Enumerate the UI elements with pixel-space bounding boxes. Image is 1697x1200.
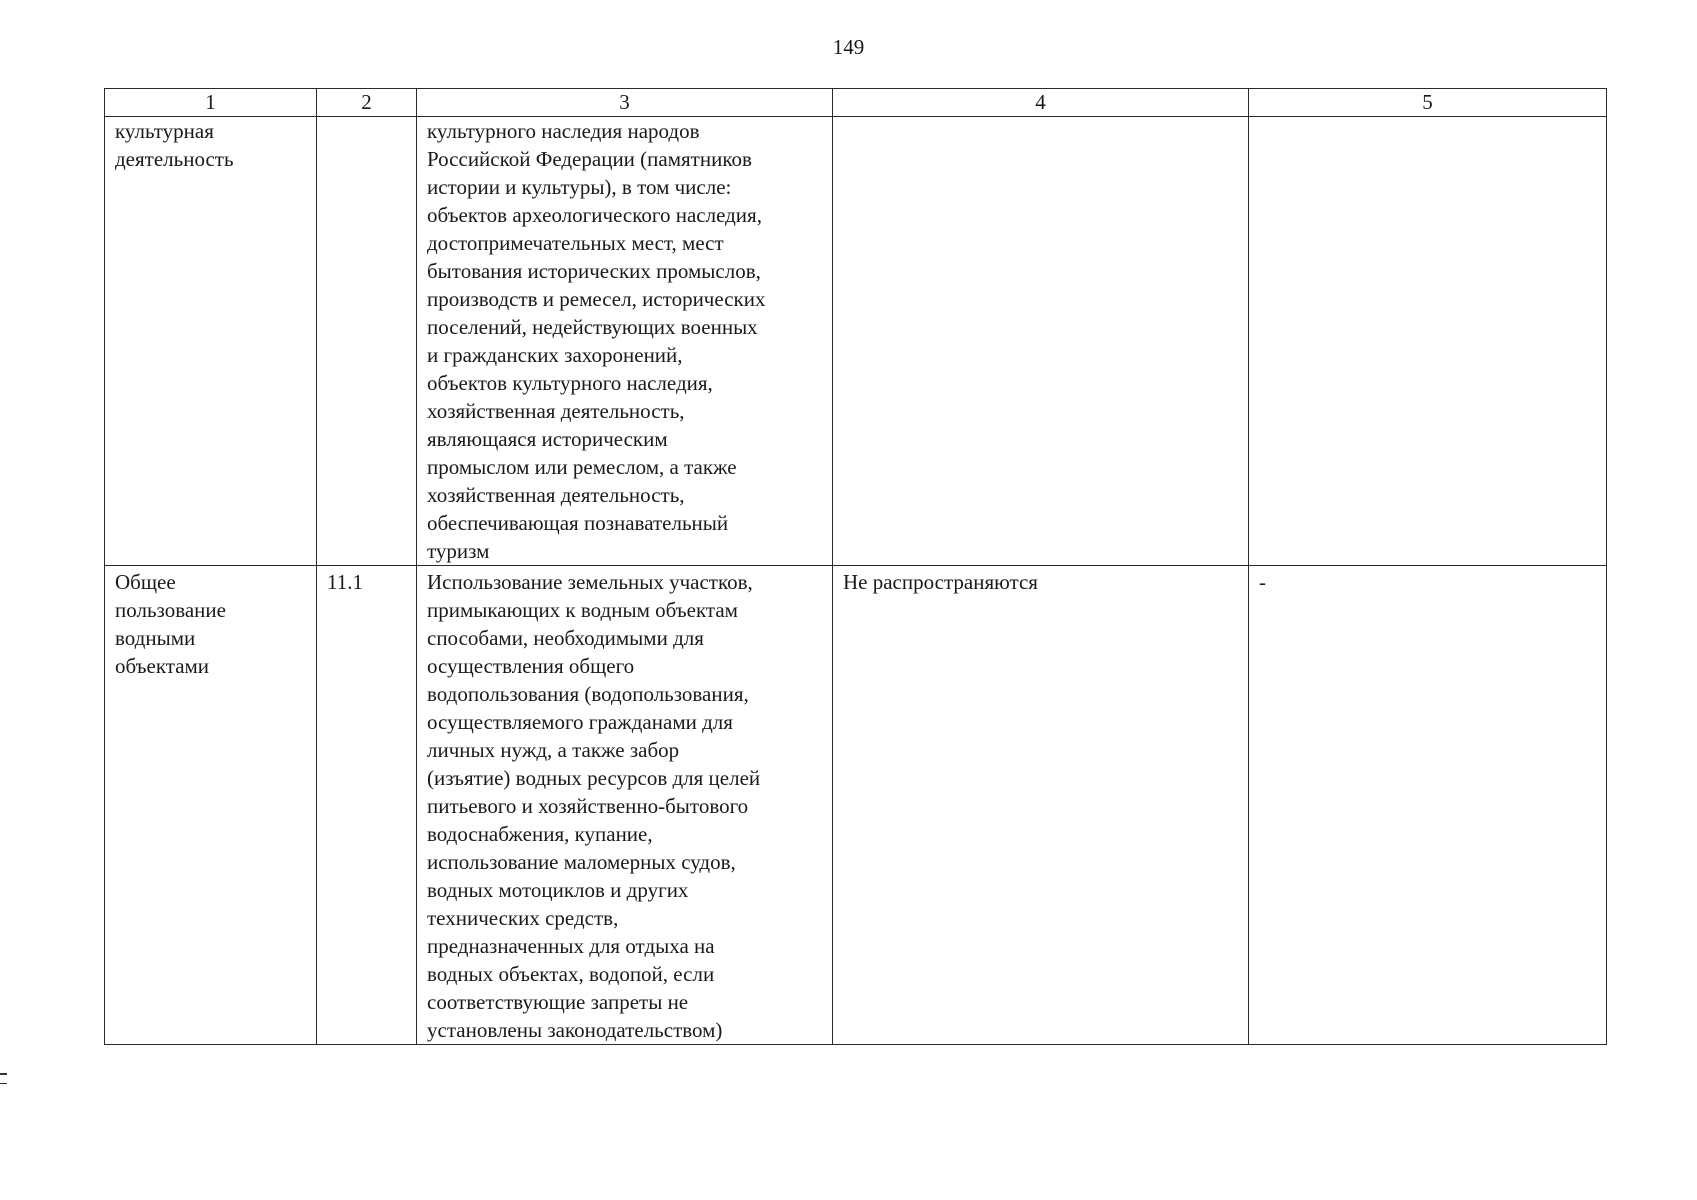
- cell-parameters: [833, 117, 1249, 566]
- table-header-row: [105, 89, 1607, 117]
- cell-description: культурного наследия народов Российской Федерации (памятников истории и культуры), в том числе: объектов археологического наследия, достопримечательных мест, мест бытования исторических промыслов, производств и ремесел, исторических поселений, недействующих военных и гражданских захоронений, объектов культурного наследия, хозяйственная деятельность, являющаяся историческим промыслом или ремеслом, а также хозяйственная деятельность, обеспечивающая познавательный туризм: [417, 117, 833, 566]
- column-header-5: 5: [1249, 89, 1607, 117]
- cell-code: 11.1: [317, 566, 417, 1045]
- document-table: [104, 88, 1607, 1045]
- cell-parameters: Не распространяются: [833, 566, 1249, 1045]
- margin-mark: [0, 1073, 7, 1092]
- cell-restrictions: [1249, 117, 1607, 566]
- cell-description: Использование земельных участков, примыкающих к водным объектам способами, необходимыми для осуществления общего водопользования (водопользования, осуществляемого гражданами для личных нужд, а также забор (изъятие) водных ресурсов для целей питьевого и хозяйственно-бытового водоснабжения, купание, использование маломерных судов, водных мотоциклов и других технических средств, предназначенных для отдыха на водных объектах, водопой, если соответствующие запреты не установлены законодательством): [417, 566, 833, 1045]
- cell-activity-name: культурная деятельность: [105, 117, 317, 566]
- table-row: [105, 566, 1607, 1045]
- column-header-1: 1: [105, 89, 317, 117]
- column-header-2: 2: [317, 89, 417, 117]
- cell-code: [317, 117, 417, 566]
- cell-activity-name: Общее пользование водными объектами: [105, 566, 317, 1045]
- cell-restrictions: -: [1249, 566, 1607, 1045]
- column-header-3: 3: [417, 89, 833, 117]
- column-header-4: 4: [833, 89, 1249, 117]
- table-row: [105, 117, 1607, 566]
- page-number: 149: [832, 35, 865, 59]
